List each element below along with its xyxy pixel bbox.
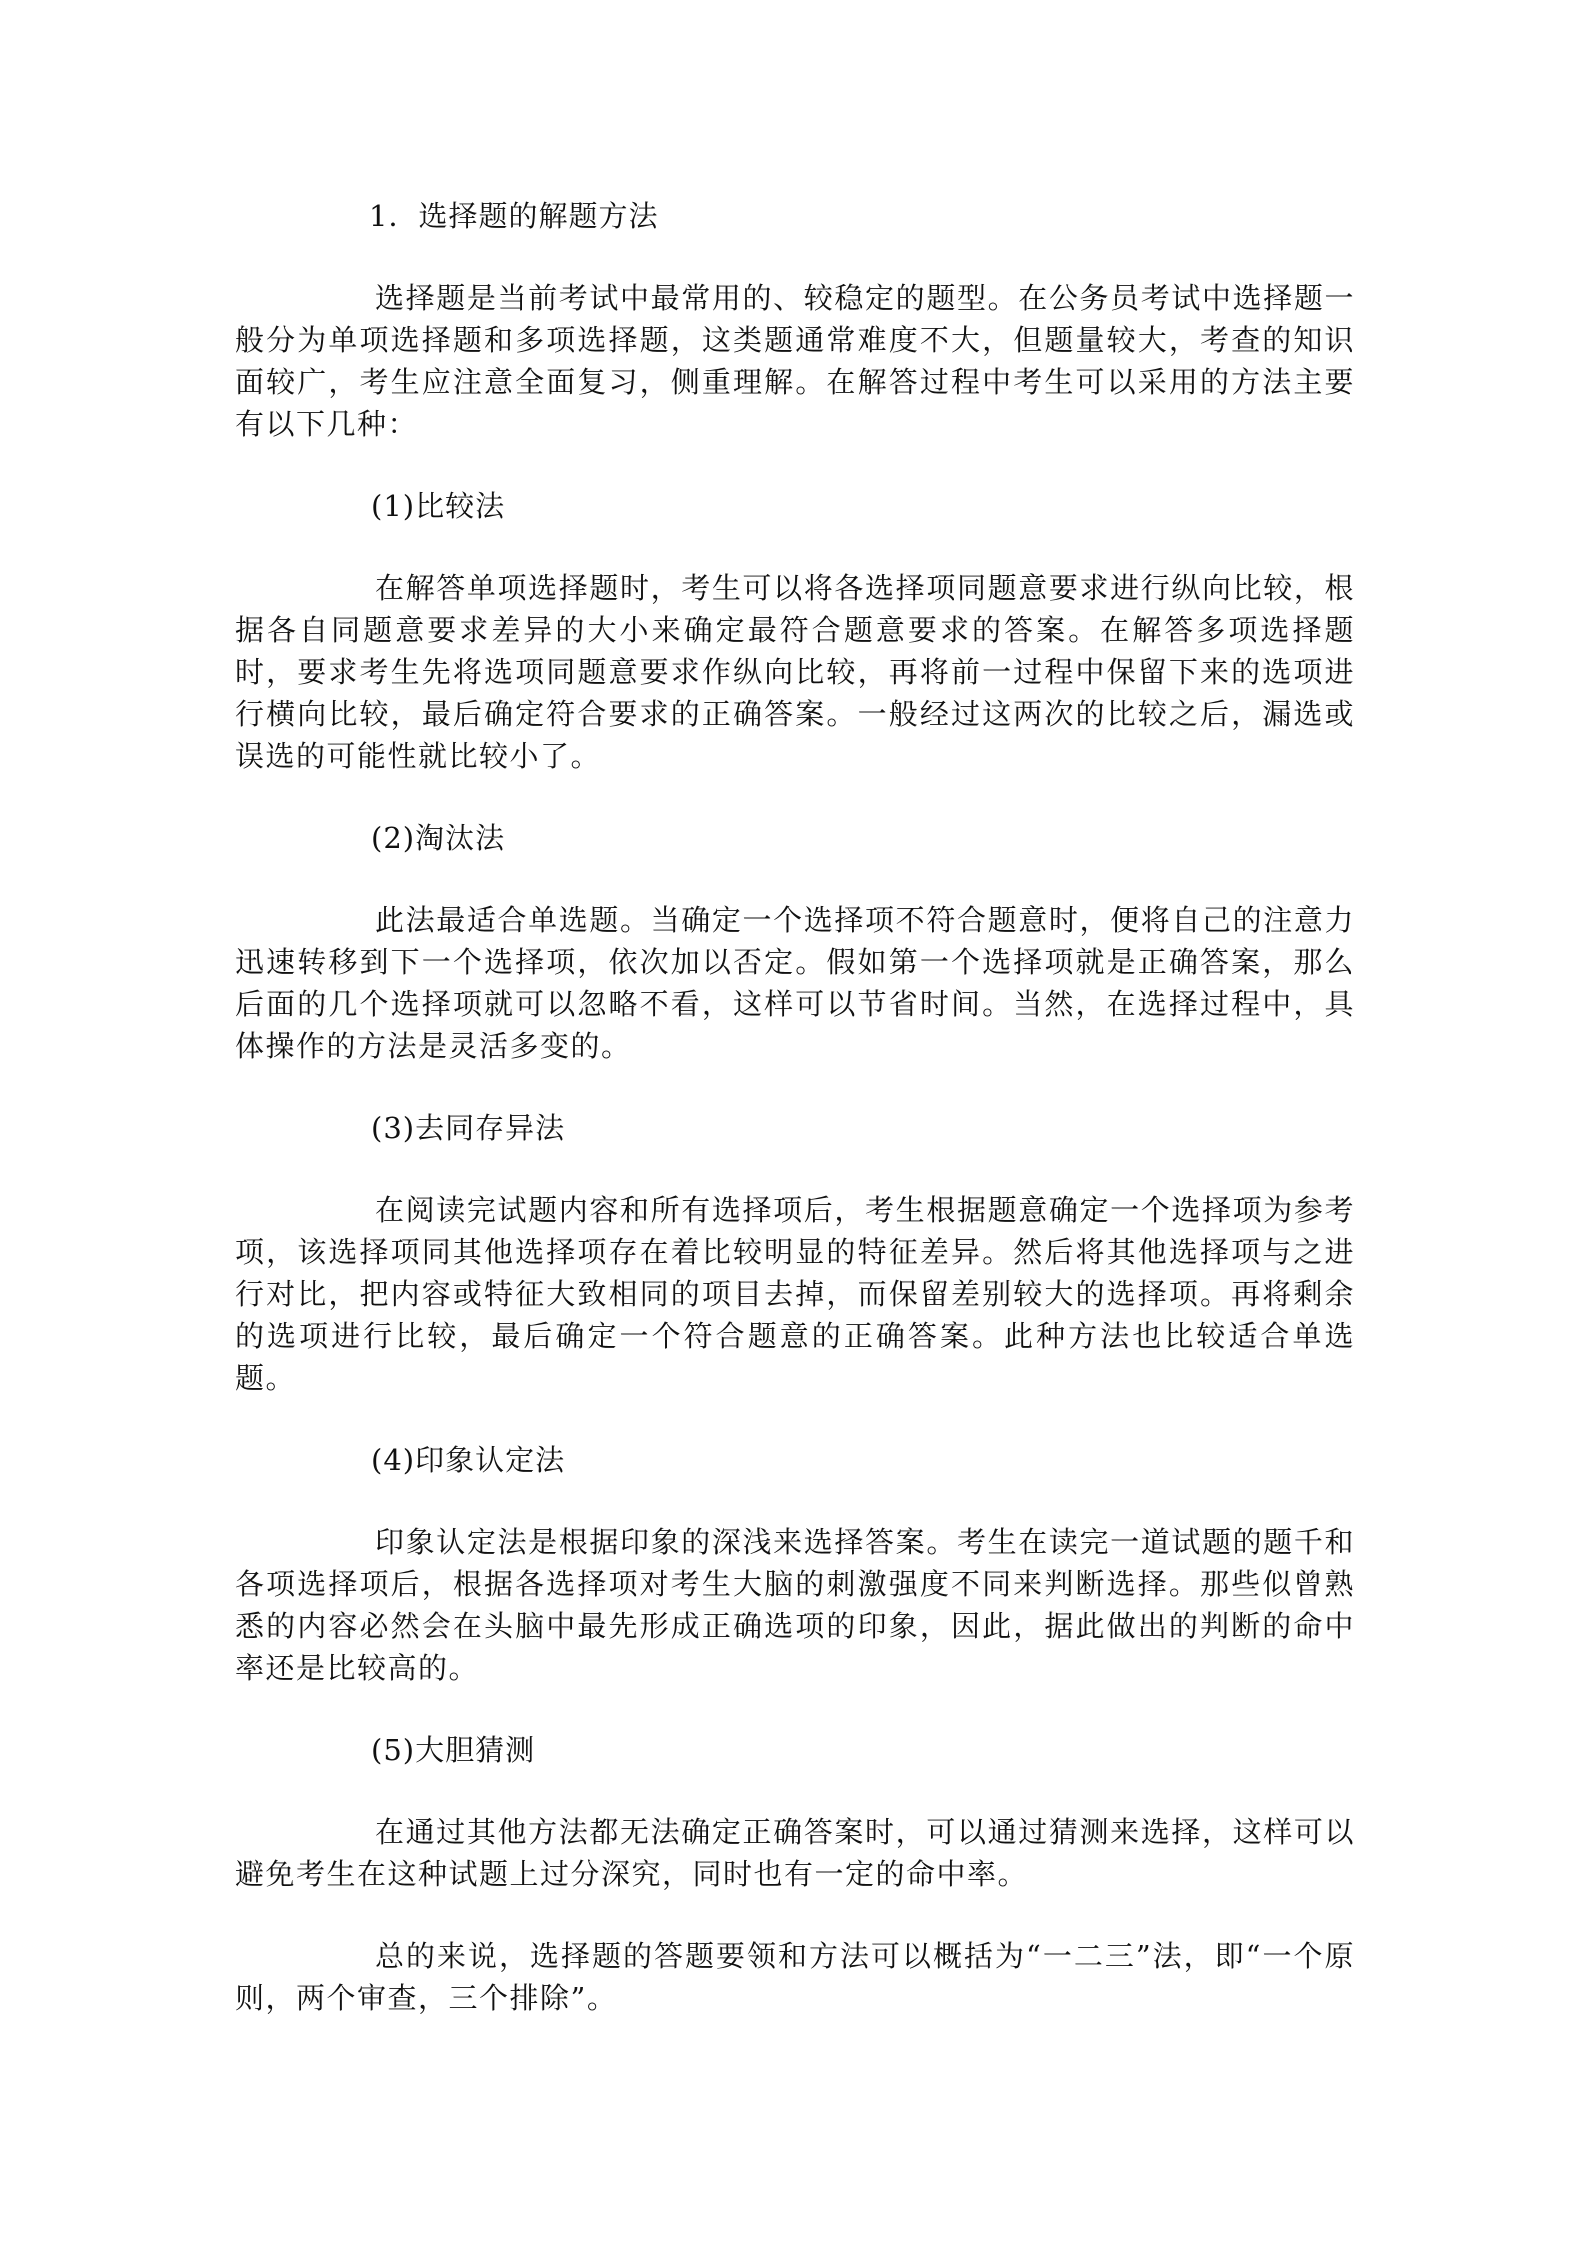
method-body-elimination: 此法最适合单选题。当确定一个选择项不符合题意时，便将自己的注意力迅速转移到下一个选择项，依次加以否定。假如第一个选择项就是正确答案，那么后面的几个选择项就可以忽略不看，这样可以节省时间。当然，在选择过程中，具体操作的方法是灵活多变的。 — [235, 903, 1355, 1063]
method-body-comparison: 在解答单项选择题时，考生可以将各选择项同题意要求进行纵向比较，根据各自同题意要求差异的大小来确定最符合题意要求的答案。在解答多项选择题时，要求考生先将选项同题意要求作纵向比较，再将前一过程中保留下来的选项进行横向比较，最后确定符合要求的正确答案。一般经过这两次的比较之后，漏选或误选的可能性就比较小了。 — [235, 571, 1355, 773]
intro-paragraph: 选择题是当前考试中最常用的、较稳定的题型。在公务员考试中选择题一般分为单项选择题和多项选择题，这类题通常难度不大，但题量较大，考查的知识面较广，考生应注意全面复习，侧重理解。在解答过程中考生可以采用的方法主要有以下几种： — [235, 281, 1355, 441]
method-body-guessing: 在通过其他方法都无法确定正确答案时，可以通过猜测来选择，这样可以避免考生在这种试题上过分深究，同时也有一定的命中率。 — [235, 1815, 1355, 1891]
document-body — [235, 195, 1355, 2019]
method-body-impression: 印象认定法是根据印象的深浅来选择答案。考生在读完一道试题的题千和各项选择项后，根据各选择项对考生大脑的刺激强度不同来判断选择。那些似曾熟悉的内容必然会在头脑中最先形成正确选项的印象，因此，据此做出的判断的命中率还是比较高的。 — [235, 1525, 1355, 1685]
method-heading-guessing: (5)大胆猜测 — [371, 1733, 536, 1767]
section-title: 1．选择题的解题方法 — [369, 199, 659, 233]
method-heading-impression: (4)印象认定法 — [371, 1443, 566, 1477]
method-heading-elimination: (2)淘汰法 — [371, 821, 506, 855]
method-heading-difference: (3)去同存异法 — [371, 1111, 566, 1145]
conclusion-paragraph: 总的来说，选择题的答题要领和方法可以概括为“一二三”法，即“一个原则，两个审查，三个排除”。 — [235, 1939, 1355, 2015]
method-heading-comparison: (1)比较法 — [371, 489, 506, 523]
method-body-difference: 在阅读完试题内容和所有选择项后，考生根据题意确定一个选择项为参考项，该选择项同其他选择项存在着比较明显的特征差异。然后将其他选择项与之进行对比，把内容或特征大致相同的项目去掉，而保留差别较大的选择项。再将剩余的选项进行比较，最后确定一个符合题意的正确答案。此种方法也比较适合单选题。 — [235, 1193, 1355, 1395]
